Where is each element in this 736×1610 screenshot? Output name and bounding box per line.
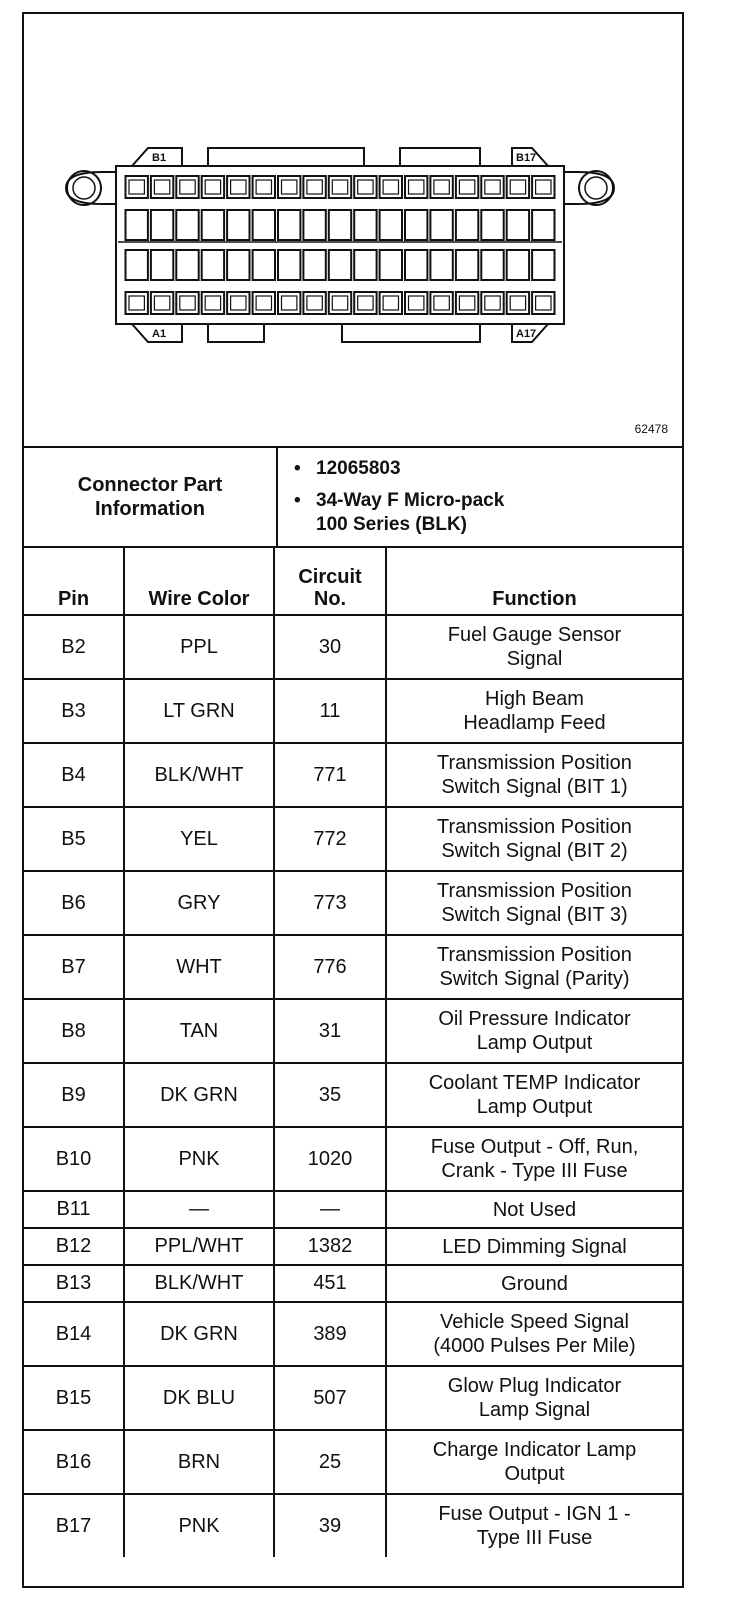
function-cell: [386, 1302, 682, 1366]
pin-cell: B11: [24, 1191, 124, 1228]
pin-cell: B17: [24, 1494, 124, 1557]
cavity-lower-row: [176, 250, 198, 280]
function-cell: [386, 935, 682, 999]
cavity-a-row-contact: [459, 296, 474, 310]
cavity-upper-row: [481, 210, 503, 240]
cavity-lower-row: [202, 250, 224, 280]
pin-cell: B8: [24, 999, 124, 1063]
pin-row: [24, 999, 682, 1063]
header-circuit-line1: Circuit: [298, 566, 362, 588]
function-line1: LED Dimming Signal: [442, 1235, 627, 1258]
cavity-lower-row: [126, 250, 148, 280]
circuit-cell: 772: [274, 807, 386, 871]
cavity-a-row-contact: [358, 296, 373, 310]
circuit-cell: —: [274, 1191, 386, 1228]
connector-part-info: [24, 448, 682, 548]
function-cell: [386, 1063, 682, 1127]
cavity-a-row-contact: [383, 296, 398, 310]
wire-color-cell: PPL/WHT: [124, 1228, 274, 1265]
pin-row: [24, 1302, 682, 1366]
function-line2: Switch Signal (BIT 2): [441, 840, 628, 862]
pin-cell: B6: [24, 871, 124, 935]
cavity-a-row-contact: [231, 296, 246, 310]
circuit-cell: 11: [274, 679, 386, 743]
cavity-a-row-contact: [332, 296, 347, 310]
wire-color-cell: DK GRN: [124, 1063, 274, 1127]
circuit-cell: 451: [274, 1265, 386, 1302]
cavity-a-row-contact: [205, 296, 220, 310]
wire-color-cell: WHT: [124, 935, 274, 999]
cavity-lower-row: [481, 250, 503, 280]
cavity-a-row-contact: [129, 296, 144, 310]
pin-row: [24, 807, 682, 871]
function-cell: [386, 615, 682, 679]
circuit-cell: 1382: [274, 1228, 386, 1265]
wire-color-cell: PNK: [124, 1127, 274, 1191]
cavity-upper-row: [278, 210, 300, 240]
header-circuit: [274, 546, 386, 615]
function-line2: Switch Signal (BIT 1): [441, 776, 628, 798]
cavity-a-row-contact: [282, 296, 297, 310]
cavity-upper-row: [253, 210, 275, 240]
function-cell: [386, 743, 682, 807]
function-line2: Lamp Signal: [478, 1399, 591, 1421]
function-line1: Not Used: [492, 1198, 577, 1221]
cavity-upper-row: [227, 210, 249, 240]
cavity-upper-row: [151, 210, 173, 240]
cavity-lower-row: [227, 250, 249, 280]
header-function: Function: [386, 546, 682, 615]
pin-row: [24, 743, 682, 807]
right-mounting-hole: [579, 171, 613, 205]
cavity-upper-row: [354, 210, 376, 240]
pin-row: [24, 1191, 682, 1228]
label-a17: A17: [516, 328, 537, 340]
cavity-upper-row: [507, 210, 529, 240]
cavity-a-row-contact: [256, 296, 271, 310]
function-cell: [386, 1127, 682, 1191]
function-cell: [386, 1494, 682, 1557]
figure-id: 62478: [634, 422, 668, 436]
function-line2: Headlamp Feed: [463, 712, 606, 734]
circuit-cell: 507: [274, 1366, 386, 1430]
pin-cell: B16: [24, 1430, 124, 1494]
pin-row: [24, 871, 682, 935]
circuit-cell: 771: [274, 743, 386, 807]
cavity-lower-row: [507, 250, 529, 280]
cavity-upper-row: [202, 210, 224, 240]
cavity-b-row-contact: [154, 180, 169, 194]
cavity-b-row-contact: [231, 180, 246, 194]
part-number: • 12065803: [316, 457, 681, 481]
pin-cell: B5: [24, 807, 124, 871]
pin-row: [24, 1430, 682, 1494]
cavity-upper-row: [405, 210, 427, 240]
function-cell: [386, 1265, 682, 1302]
cavity-lower-row: [456, 250, 478, 280]
cavity-upper-row: [430, 210, 452, 240]
cavity-a-row-contact: [409, 296, 424, 310]
cavity-lower-row: [151, 250, 173, 280]
cavity-b-row-contact: [459, 180, 474, 194]
pin-cell: B14: [24, 1302, 124, 1366]
cavity-b-row-contact: [510, 180, 525, 194]
connector-body: [116, 166, 564, 324]
pin-cell: B4: [24, 743, 124, 807]
function-line1: Ground: [501, 1272, 568, 1295]
function-cell: [386, 679, 682, 743]
wire-color-cell: BLK/WHT: [124, 1265, 274, 1302]
pin-row: [24, 1265, 682, 1302]
cavity-b-row-contact: [129, 180, 144, 194]
cavity-upper-row: [303, 210, 325, 240]
cavity-b-row-contact: [256, 180, 271, 194]
cavity-b-row-contact: [282, 180, 297, 194]
wire-color-cell: YEL: [124, 807, 274, 871]
cavity-upper-row: [176, 210, 198, 240]
wire-color-cell: TAN: [124, 999, 274, 1063]
circuit-cell: 31: [274, 999, 386, 1063]
cavity-lower-row: [303, 250, 325, 280]
function-line2: Crank - Type III Fuse: [441, 1160, 628, 1182]
cavity-a-row-contact: [180, 296, 195, 310]
cavity-a-row-contact: [485, 296, 500, 310]
cavity-lower-row: [380, 250, 402, 280]
cavity-a-row-contact: [434, 296, 449, 310]
function-line1: Transmission Position: [437, 816, 632, 838]
cavity-b-row-contact: [409, 180, 424, 194]
wire-color-cell: DK GRN: [124, 1302, 274, 1366]
cavity-lower-row: [532, 250, 554, 280]
pin-row: [24, 935, 682, 999]
left-mounting-hole: [67, 171, 101, 205]
function-line1: High Beam: [485, 688, 584, 710]
function-line1: Transmission Position: [437, 944, 632, 966]
circuit-cell: 389: [274, 1302, 386, 1366]
function-cell: [386, 999, 682, 1063]
pin-row: [24, 1366, 682, 1430]
pin-row: [24, 1228, 682, 1265]
wire-color-cell: GRY: [124, 871, 274, 935]
header-pin: Pin: [24, 546, 124, 615]
cavity-upper-row: [532, 210, 554, 240]
wire-color-cell: DK BLU: [124, 1366, 274, 1430]
function-line1: Fuel Gauge Sensor: [447, 624, 622, 646]
label-b1: B1: [152, 152, 167, 164]
wire-color-cell: LT GRN: [124, 679, 274, 743]
wire-color-cell: PNK: [124, 1494, 274, 1557]
cavity-b-row-contact: [536, 180, 551, 194]
header-wire-color: Wire Color: [124, 546, 274, 615]
circuit-cell: 776: [274, 935, 386, 999]
function-cell: [386, 1430, 682, 1494]
function-line2: Type III Fuse: [476, 1527, 593, 1549]
cavity-upper-row: [456, 210, 478, 240]
label-a1: A1: [152, 328, 167, 340]
connector-info-label: Connector Part Information: [24, 448, 277, 547]
pin-cell: B10: [24, 1127, 124, 1191]
cavity-upper-row: [380, 210, 402, 240]
function-line2: Lamp Output: [476, 1032, 593, 1054]
function-line1: Fuse Output - IGN 1 -: [438, 1503, 631, 1525]
connector-info-list: [277, 448, 682, 547]
function-line2: Signal: [506, 648, 563, 670]
header-circuit-line2: No.: [313, 588, 347, 610]
cavity-upper-row: [329, 210, 351, 240]
cavity-a-row-contact: [510, 296, 525, 310]
pin-cell: B15: [24, 1366, 124, 1430]
label-b17: B17: [516, 152, 537, 164]
function-line2: Lamp Output: [476, 1096, 593, 1118]
function-cell: [386, 1228, 682, 1265]
pin-row: [24, 1063, 682, 1127]
cavity-a-row-contact: [154, 296, 169, 310]
cavity-lower-row: [253, 250, 275, 280]
pin-cell: B9: [24, 1063, 124, 1127]
pin-cell: B12: [24, 1228, 124, 1265]
function-line1: Charge Indicator Lamp: [432, 1439, 637, 1461]
cavity-b-row-contact: [307, 180, 322, 194]
function-line2: Switch Signal (BIT 3): [441, 904, 628, 926]
pin-table-header: [24, 546, 682, 615]
function-line1: Vehicle Speed Signal: [439, 1311, 630, 1333]
function-line1: Transmission Position: [437, 880, 632, 902]
cavity-a-row-contact: [536, 296, 551, 310]
function-line1: Coolant TEMP Indicator: [428, 1072, 641, 1094]
function-line1: Fuse Output - Off, Run,: [430, 1136, 639, 1158]
cavity-b-row-contact: [332, 180, 347, 194]
cavity-b-row-contact: [485, 180, 500, 194]
pin-cell: B3: [24, 679, 124, 743]
circuit-cell: 39: [274, 1494, 386, 1557]
connector-face-drawing: [24, 14, 682, 446]
pin-row: [24, 615, 682, 679]
connector-diagram: [24, 14, 682, 448]
function-cell: [386, 1191, 682, 1228]
wire-color-cell: PPL: [124, 615, 274, 679]
function-line2: (4000 Pulses Per Mile): [433, 1335, 636, 1357]
pin-table: [24, 546, 682, 1557]
pin-row: [24, 1494, 682, 1557]
cavity-lower-row: [430, 250, 452, 280]
function-line2: Output: [504, 1463, 565, 1485]
cavity-upper-row: [126, 210, 148, 240]
cavity-lower-row: [354, 250, 376, 280]
function-cell: [386, 807, 682, 871]
cavity-lower-row: [278, 250, 300, 280]
cavity-b-row-contact: [180, 180, 195, 194]
cavity-b-row-contact: [358, 180, 373, 194]
cavity-b-row-contact: [383, 180, 398, 194]
function-line2: Switch Signal (Parity): [439, 968, 630, 990]
connector-description-line1: • 34-Way F Micro-pack: [316, 489, 681, 513]
function-line1: Glow Plug Indicator: [447, 1375, 622, 1397]
cavity-lower-row: [329, 250, 351, 280]
connector-description-line2: 100 Series (BLK): [316, 514, 468, 535]
pin-row: [24, 1127, 682, 1191]
function-line1: Oil Pressure Indicator: [438, 1008, 631, 1030]
wire-color-cell: BRN: [124, 1430, 274, 1494]
cavity-b-row-contact: [434, 180, 449, 194]
circuit-cell: 30: [274, 615, 386, 679]
circuit-cell: 773: [274, 871, 386, 935]
circuit-cell: 1020: [274, 1127, 386, 1191]
circuit-cell: 25: [274, 1430, 386, 1494]
pin-cell: B7: [24, 935, 124, 999]
function-line1: Transmission Position: [437, 752, 632, 774]
pin-cell: B13: [24, 1265, 124, 1302]
function-cell: [386, 1366, 682, 1430]
circuit-cell: 35: [274, 1063, 386, 1127]
cavity-lower-row: [405, 250, 427, 280]
wire-color-cell: —: [124, 1191, 274, 1228]
cavity-a-row-contact: [307, 296, 322, 310]
cavity-b-row-contact: [205, 180, 220, 194]
connector-sheet: [22, 12, 684, 1588]
function-cell: [386, 871, 682, 935]
pin-row: [24, 679, 682, 743]
wire-color-cell: BLK/WHT: [124, 743, 274, 807]
pin-cell: B2: [24, 615, 124, 679]
